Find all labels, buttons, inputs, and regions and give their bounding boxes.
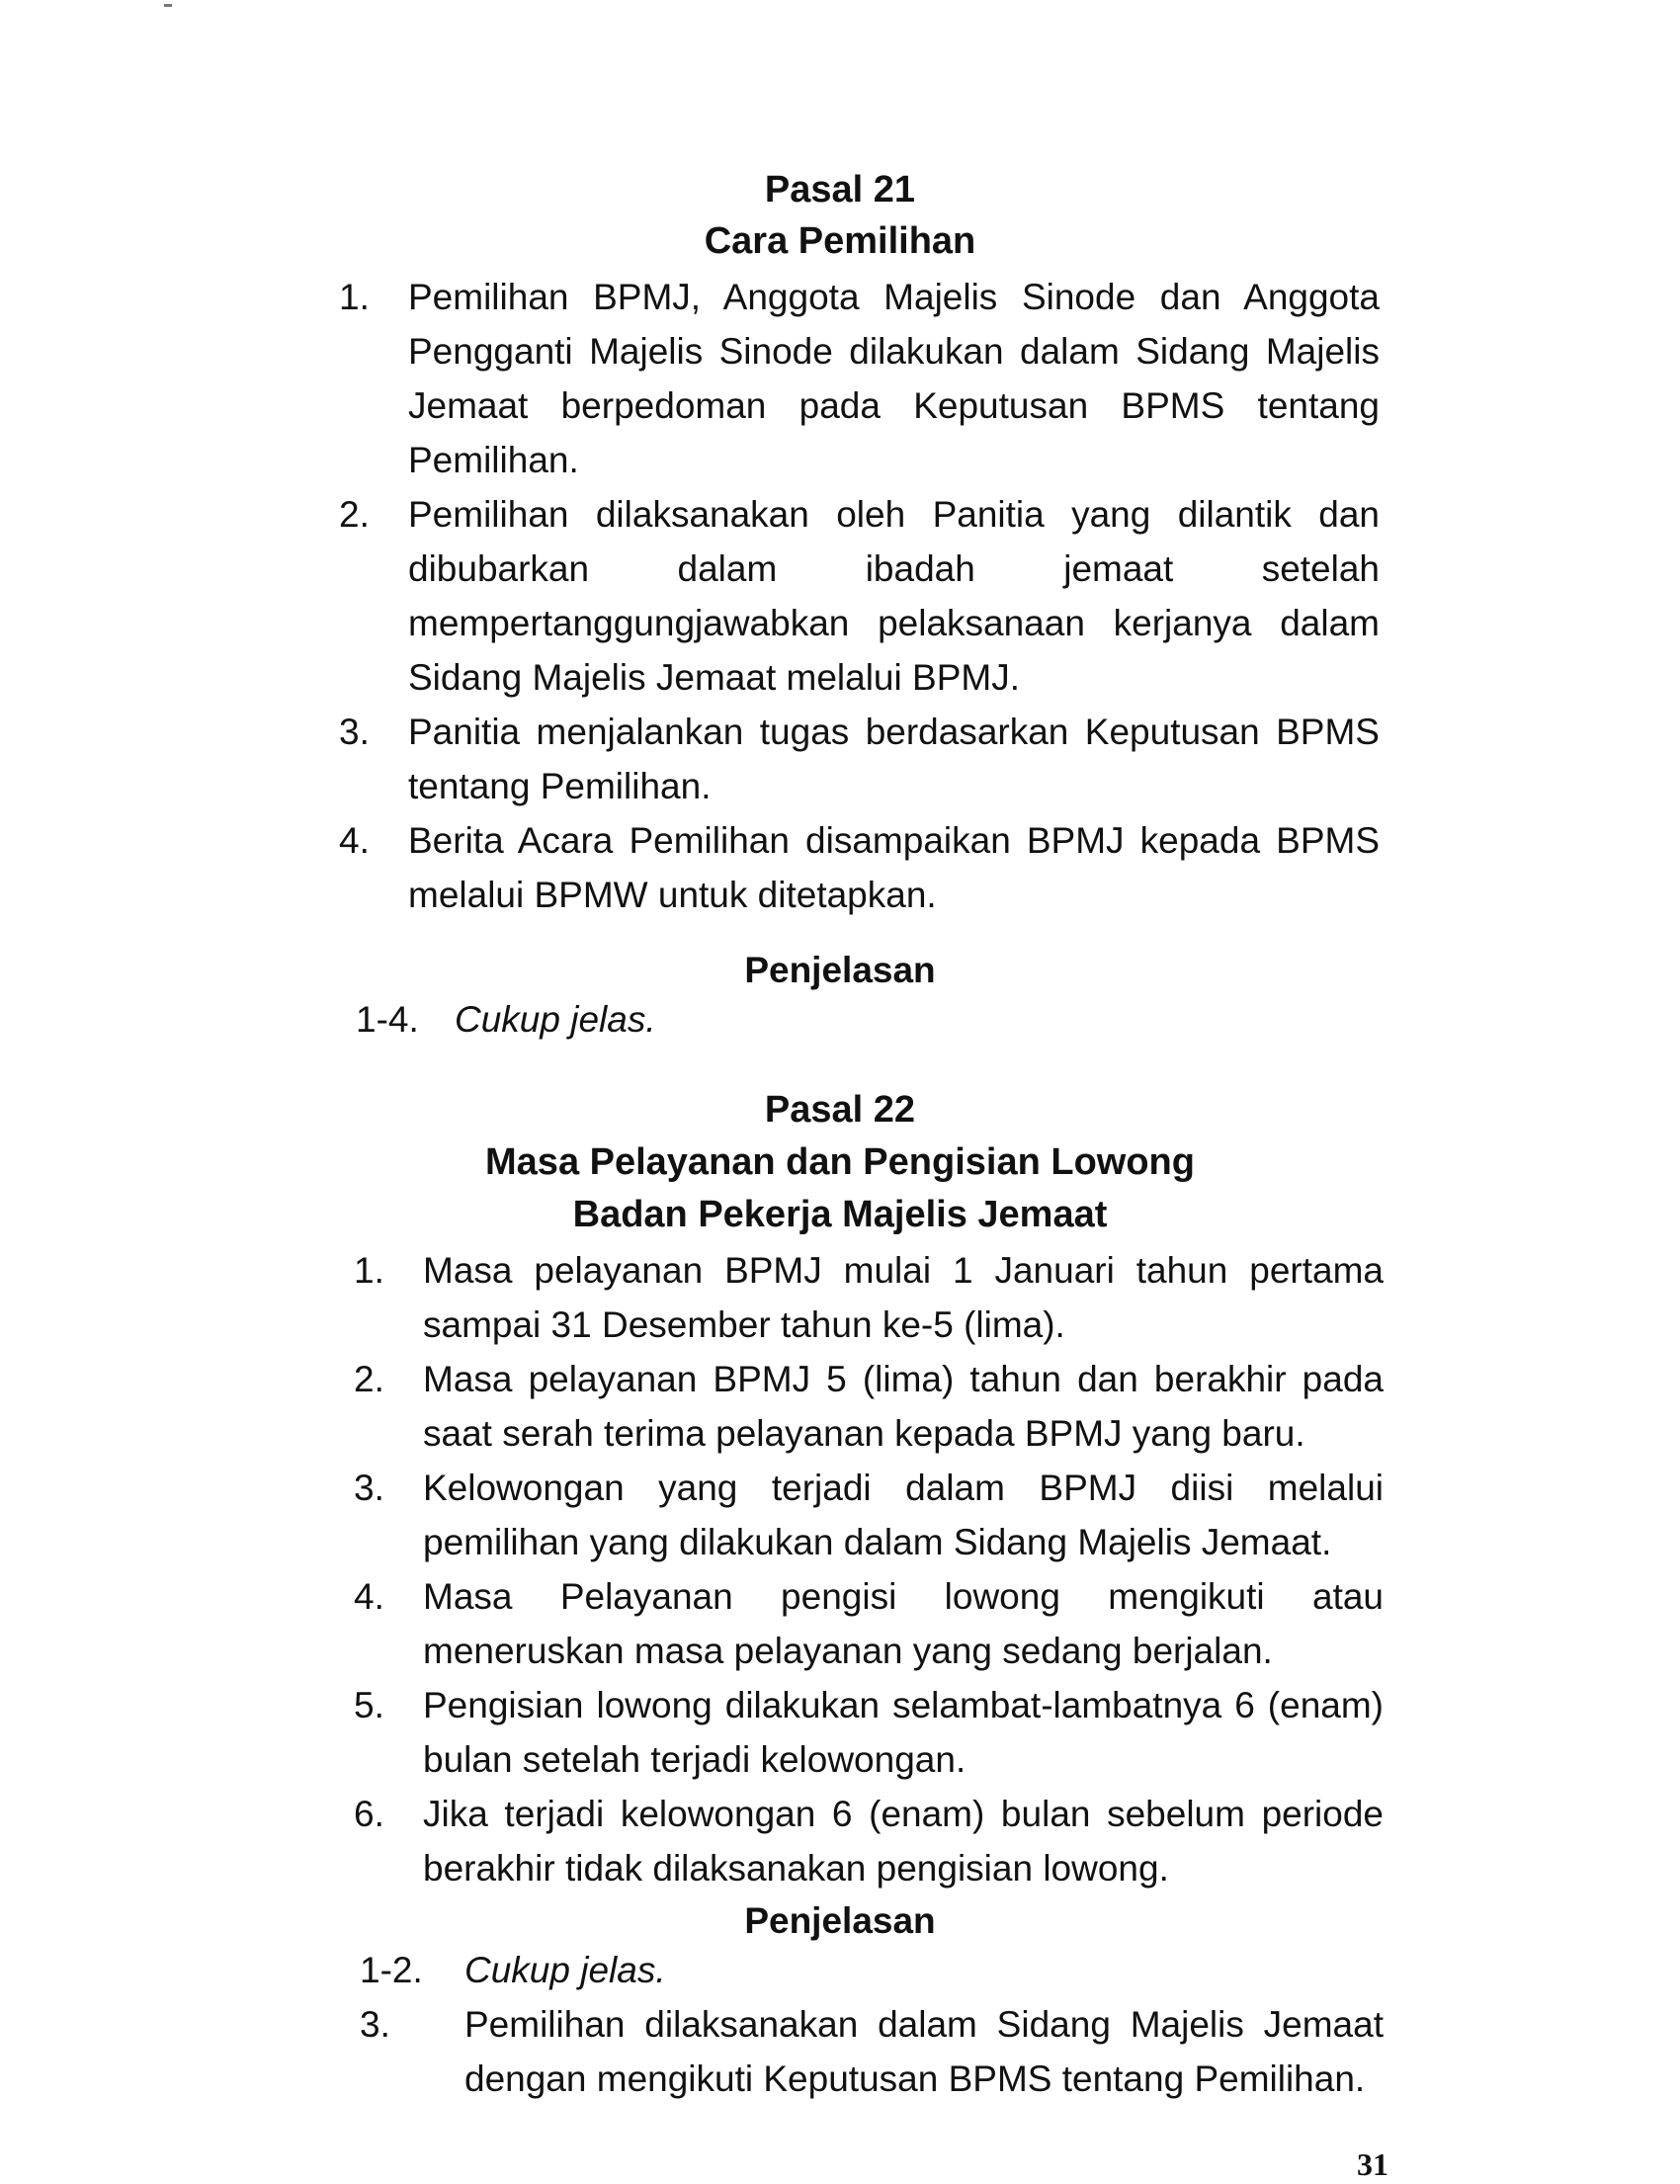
pasal-22-item [354,1787,1384,1895]
pasal-21-item [339,487,1380,705]
pasal-21-list [339,270,1380,922]
item-text: Masa Pelayanan pengisi lowong mengikuti atau meneruskan masa pelayanan yang sedang berjalan. [423,1576,1384,1671]
item-number: 1. [339,277,370,317]
pasal-22-list [354,1243,1384,1895]
item-text: Masa pelayanan BPMJ 5 (lima) tahun dan berakhir pada saat serah terima pelayanan kepada BPMJ yang baru. [423,1359,1384,1454]
pasal-22-explanation-heading: Penjelasan [744,1900,936,1941]
item-number: 3. [354,1468,384,1508]
explanation-item [360,1943,1384,1997]
pasal-21-explanation-list [356,992,1380,1047]
page-number: 31 [1357,2146,1388,2182]
pasal-22-number: Pasal 22 [764,1089,916,1131]
pasal-21-title: Cara Pemilihan [704,220,976,262]
pasal-22-item [354,1461,1384,1569]
pasal-22-title-line-2: Badan Pekerja Majelis Jemaat [572,1194,1108,1235]
item-number: 6. [354,1794,384,1834]
item-number: 4. [339,820,370,861]
item-number: 2. [354,1359,384,1399]
pasal-21-item [339,813,1380,922]
item-number: 1. [354,1250,384,1291]
explanation-text: Cukup jelas. [464,1950,666,1990]
pasal-22-item [354,1243,1384,1352]
item-text: Pemilihan BPMJ, Anggota Majelis Sinode dan Anggota Pengganti Majelis Sinode dilakukan dalam Sidang Majelis Jemaat berpedoman pada Keputusan BPMS tentang Pemilihan. [408,277,1380,480]
pasal-21-explanation-heading: Penjelasan [744,950,936,990]
pasal-22-item [354,1678,1384,1787]
pasal-22-item [354,1352,1384,1461]
item-number: 5. [354,1685,384,1725]
explanation-item [360,1997,1384,2106]
item-text: Pemilihan dilaksanakan oleh Panitia yang dilantik dan dibubarkan dalam ibadah jemaat setelah mempertanggungjawabkan pelaksanaan kerjanya dalam Sidang Majelis Jemaat melalui BPMJ. [408,494,1380,698]
pasal-22-title-line-1: Masa Pelayanan dan Pengisian Lowong [485,1141,1195,1183]
explanation-number: 1-4. [356,999,419,1040]
pasal-22-explanation-list [360,1943,1384,2106]
item-text: Jika terjadi kelowongan 6 (enam) bulan sebelum periode berakhir tidak dilaksanakan pengisian lowong. [423,1794,1384,1889]
pasal-21-item [339,270,1380,487]
item-text: Berita Acara Pemilihan disampaikan BPMJ kepada BPMS melalui BPMW untuk ditetapkan. [408,820,1380,915]
pasal-21-number: Pasal 21 [764,169,916,210]
scan-mark [164,4,172,7]
explanation-text: Cukup jelas. [455,999,656,1040]
explanation-number: 1-2. [360,1950,423,1990]
item-text: Pengisian lowong dilakukan selambat-lambatnya 6 (enam) bulan setelah terjadi kelowongan. [423,1685,1384,1780]
item-text: Masa pelayanan BPMJ mulai 1 Januari tahun pertama sampai 31 Desember tahun ke-5 (lima). [423,1250,1384,1345]
item-text: Panitia menjalankan tugas berdasarkan Keputusan BPMS tentang Pemilihan. [408,712,1380,806]
item-text: Kelowongan yang terjadi dalam BPMJ diisi melalui pemilihan yang dilakukan dalam Sidang Majelis Jemaat. [423,1468,1384,1562]
item-number: 3. [339,712,370,752]
explanation-item [356,992,1380,1047]
explanation-text: Pemilihan dilaksanakan dalam Sidang Majelis Jemaat dengan mengikuti Keputusan BPMS tentang Pemilihan. [464,2004,1384,2099]
pasal-22-item [354,1569,1384,1678]
item-number: 4. [354,1576,384,1617]
explanation-number: 3. [360,2004,390,2045]
pasal-21-item [339,705,1380,813]
item-number: 2. [339,494,370,535]
